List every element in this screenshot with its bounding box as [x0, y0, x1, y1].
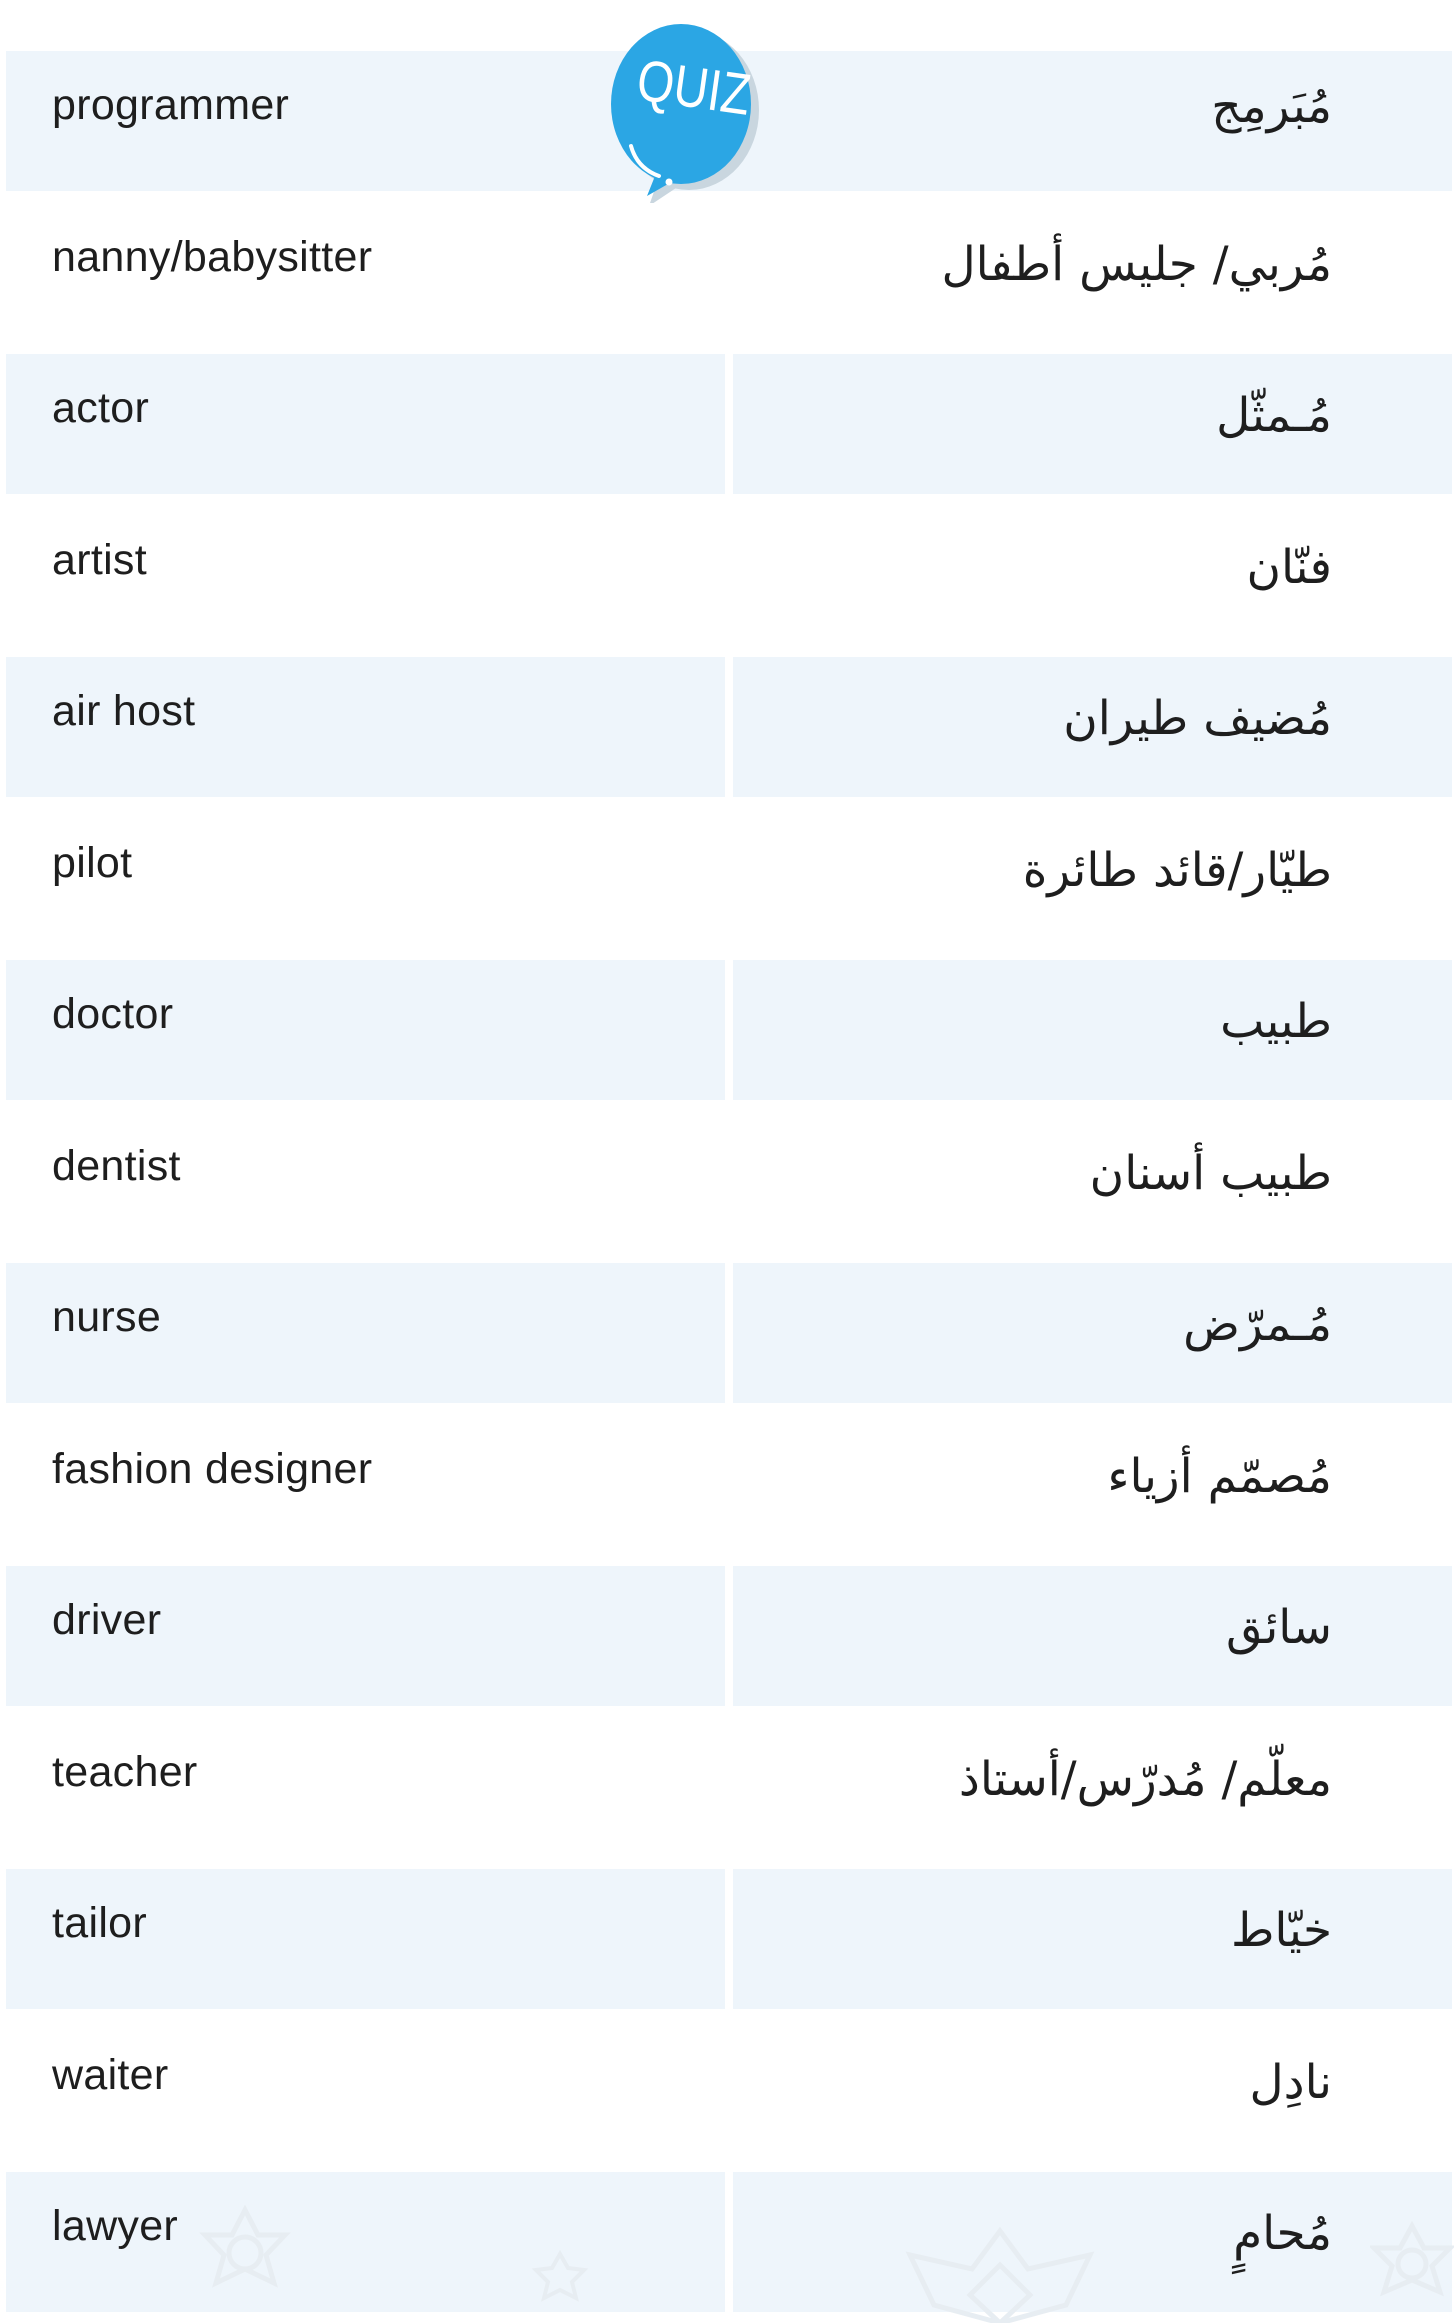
table-row — [6, 2166, 1452, 2318]
arabic-cell — [733, 2172, 1452, 2312]
table-row — [6, 500, 1452, 652]
english-word: nurse — [52, 1293, 162, 1341]
table-row — [6, 1863, 1452, 2015]
table-row — [6, 1712, 1452, 1864]
table-row — [6, 803, 1452, 955]
english-word: waiter — [52, 2050, 169, 2099]
arabic-word: مُحامٍ — [1233, 2206, 1332, 2261]
quiz-badge-icon — [597, 18, 762, 203]
english-cell — [6, 2172, 725, 2312]
vocabulary-table — [6, 45, 1452, 2318]
english-word: nanny/babysitter — [52, 232, 373, 281]
arabic-word: نادِل — [1249, 2054, 1332, 2110]
arabic-word: سائق — [1226, 1600, 1332, 1655]
english-cell — [6, 1415, 725, 1555]
english-word: artist — [52, 535, 147, 584]
table-row — [6, 651, 1452, 803]
arabic-word: مُـمثّل — [1216, 388, 1332, 443]
english-word: teacher — [52, 1747, 198, 1796]
english-word: air host — [52, 687, 196, 735]
table-row — [6, 1257, 1452, 1409]
english-cell — [6, 203, 725, 343]
table-row — [6, 1560, 1452, 1712]
english-word: pilot — [52, 838, 133, 887]
english-cell — [6, 354, 725, 494]
english-word: actor — [52, 384, 150, 432]
arabic-cell — [733, 354, 1452, 494]
table-row — [6, 1409, 1452, 1561]
arabic-word: فنّان — [1246, 539, 1332, 595]
table-row — [6, 2015, 1452, 2167]
arabic-cell — [733, 1415, 1452, 1555]
arabic-word: مُضيف طيران — [1063, 691, 1332, 746]
english-cell — [6, 2021, 725, 2161]
table-row — [6, 197, 1452, 349]
arabic-cell — [733, 1263, 1452, 1403]
arabic-cell — [733, 1566, 1452, 1706]
english-cell — [6, 1263, 725, 1403]
arabic-word: مُصمّم أزياء — [1107, 1448, 1332, 1504]
arabic-cell — [733, 1718, 1452, 1858]
english-word: dentist — [52, 1141, 181, 1190]
table-row — [6, 1106, 1452, 1258]
english-word: lawyer — [52, 2202, 179, 2250]
arabic-word: طبيب — [1220, 994, 1332, 1049]
arabic-cell — [733, 809, 1452, 949]
arabic-word: مُـمرّض — [1183, 1297, 1332, 1352]
english-cell — [6, 1566, 725, 1706]
table-row — [6, 348, 1452, 500]
arabic-word: طيّار/قائد طائرة — [1022, 842, 1332, 898]
arabic-cell — [733, 1869, 1452, 2009]
arabic-word: مُبَرمِج — [1211, 79, 1332, 134]
quiz-label: QUIZ — [633, 48, 755, 128]
english-cell — [6, 1869, 725, 2009]
english-word: programmer — [52, 81, 290, 129]
english-cell — [6, 506, 725, 646]
english-cell — [6, 809, 725, 949]
arabic-cell — [733, 1112, 1452, 1252]
english-cell — [6, 960, 725, 1100]
table-row — [6, 954, 1452, 1106]
arabic-cell — [733, 960, 1452, 1100]
arabic-cell — [733, 203, 1452, 343]
arabic-word: طبيب أسنان — [1089, 1145, 1332, 1201]
english-word: tailor — [52, 1899, 148, 1947]
english-word: doctor — [52, 990, 174, 1038]
arabic-cell — [733, 2021, 1452, 2161]
arabic-word: مُربي/ جليس أطفال — [941, 236, 1332, 292]
english-cell — [6, 1112, 725, 1252]
english-word: driver — [52, 1596, 162, 1644]
english-cell — [6, 1718, 725, 1858]
arabic-word: خيّاط — [1230, 1903, 1332, 1958]
english-word: fashion designer — [52, 1444, 373, 1493]
arabic-cell — [733, 657, 1452, 797]
arabic-word: معلّم/ مُدرّس/أستاذ — [958, 1751, 1332, 1807]
english-cell — [6, 657, 725, 797]
arabic-cell — [733, 506, 1452, 646]
